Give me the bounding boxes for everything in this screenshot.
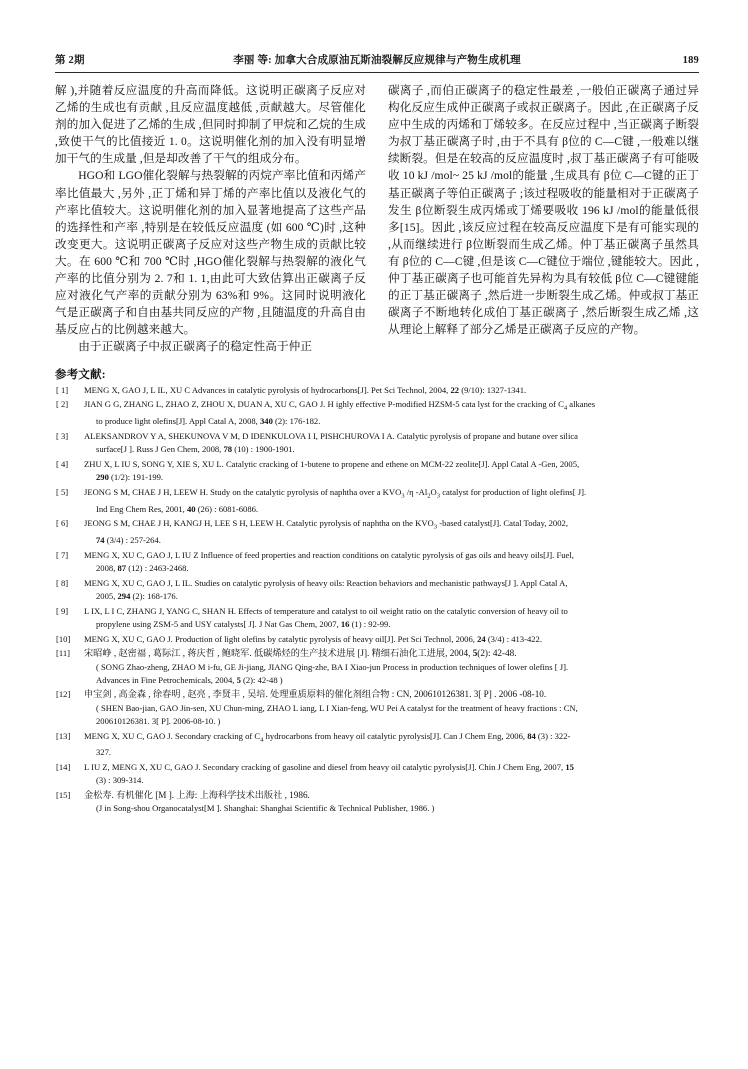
paragraph: 由于正碳离子中叔正碳离子的稳定性高于仲正	[78, 340, 313, 354]
reference-text: 金松寿. 有机催化 [M ]. 上海: 上海科学技术出版社 , 1986. (J in Song-shou Organocatalyst[M ]. Shanghai: Shanghai Scientific & Technical Publisher, 1986. )	[84, 790, 435, 814]
reference-number: [11]	[56, 648, 70, 659]
reference-entry	[55, 458, 699, 484]
two-column-body	[55, 82, 699, 356]
reference-entry	[55, 549, 699, 575]
reference-entry	[55, 430, 699, 456]
references-list	[55, 384, 699, 816]
reference-number: [ 2]	[56, 399, 69, 410]
right-column	[388, 82, 699, 356]
reference-text: 申宝剑 , 高金森 , 徐春明 , 赵亮 , 李贤丰 , 吴培. 处理重质原料的催化剂组合物 : CN, 200610126381. 3[ P] . 2006 -08-10. ( SHEN Bao-jian, GAO Jin-sen, XU Chun-ming, ZHAO L iang, L I Xian-feng, WU Pei A catalyst for the treatment of heavy fractions : CN, 200610126381. 3[ P]. 2006-08-10. )	[84, 689, 578, 726]
reference-text: MENG X, XU C, GAO J. Secondary cracking of $C_4$ hydrocarbons from heavy oil catalytic pyrolysis[J]. Can J Chem Eng, 2006, 84 (3) : 322- 327.	[84, 730, 571, 758]
reference-number: [10]	[56, 633, 71, 644]
running-header	[55, 52, 699, 70]
page-number: 189	[682, 55, 699, 66]
paragraph: 碳离子 ,而伯正碳离子的稳定性最差 ,一般伯正碳离子通过异构化反应生成仲正碳离子或叔正碳离子。因此 ,在正碳离子反应中生成的丙烯和丁烯较多。在反应过程中 ,当正碳离子断裂为叔丁基正碳离子时 ,由于不具有 β位的 C—C键 ,一般难以继续断裂。但是在较高的反应温度时 ,叔丁基正碳离子有可能吸收 10 kJ /mol~ 25 kJ /mol的能量 ,生成具有 β位 C—C键的正丁基正碳离子等伯正碳离子 ;该过程吸收的能量相对于正碳离子发生 β位断裂生成丙烯或丁烯要吸收 196 kJ /mol的能量低很多[15]。因此 ,该反应过程在较高反应温度下是有可能实现的 ,从而继续进行 β位断裂而生成乙烯。仲丁基正碳离子虽然具有 β位的 C—C键 ,但是该 C—C键位于端位 ,键能较大。因此 ,仲丁基正碳离子也可能首先异构为具有较低 β位 C—C键键能的正丁基正碳离子 ,然后进一步断裂生成乙烯。仲或叔丁基正碳离子不断地转化成伯丁基正碳离子 ,然后断裂生成乙烯 ,这从理论上解释了部分乙烯是正碳离子反应的产物。	[388, 84, 699, 337]
reference-text: MENG X, XU C, GAO J, L IL. Studies on catalytic pyrolysis of heavy oils: Reaction behaviors and mechanistic pathways[J ]. Appl Catal A, 2005, 294 (2): 168-176.	[84, 577, 568, 601]
reference-number: [13]	[56, 730, 71, 741]
reference-text: ZHU X, L IU S, SONG Y, XIE S, XU L. Catalytic cracking of 1-butene to propene and ethene on MCM-22 zeolite[J]. Appl Catal A -Gen, 2005, 290 (1/2): 191-199.	[84, 458, 580, 482]
left-column	[55, 82, 366, 356]
reference-entry	[55, 577, 699, 603]
reference-entry	[55, 486, 699, 516]
reference-text: 宋昭峥 , 赵密福 , 葛际江 , 蒋庆哲 , 鲍晓军. 低碳烯烃的生产技术进展 [J]. 精细石油化工进展, 2004, 5(2): 42-48. ( SONG Zhao-zheng, ZHAO M i-fu, GE Ji-jiang, JIANG Qing-zhe, BA I Xiao-jun Process in production techniques of lower olefins [ J]. Advances in Fine Petrochemicals, 2004, 5 (2): 42-48 )	[84, 648, 569, 685]
reference-text: L IX, L I C, ZHANG J, YANG C, SHAN H. Effects of temperature and catalyst to oil weight ratio on the catalytic conversion of heavy oil to propylene using ZSM-5 and USY catalysts[ J]. J Nat Gas Chem, 2007, 16 (1) : 92-99.	[84, 605, 568, 629]
reference-entry	[55, 761, 699, 787]
page-title: 李丽 等: 加拿大合成原油瓦斯油裂解反应规律与产物生成机理	[233, 55, 521, 66]
reference-entry	[55, 517, 699, 547]
reference-number: [14]	[56, 762, 71, 773]
paragraph: 解 ),并随着反应温度的升高而降低。这说明正碳离子反应对乙烯的生成也有贡献 ,且反应温度越低 ,贡献越大。尽管催化剂的加入促进了乙烯的生成 ,但同时抑制了甲烷和乙烷的生成 ,致使干气的比值接近 1. 0。这说明催化剂的加入没有明显增加干气的生成量 ,但是却改善了干气的组成分布。	[55, 84, 366, 166]
reference-number: [ 6]	[56, 518, 69, 529]
header-divider	[55, 72, 699, 73]
reference-entry	[55, 730, 699, 760]
reference-entry	[55, 633, 699, 646]
paragraph: HGO和 LGO催化裂解与热裂解的丙烷产率比值和丙烯产率比值最大 ,另外 ,正丁烯和异丁烯的产率比值以及液化气的产率比值较大。这说明催化剂的加入显著地提高了这些产品的选择性和产率 ,特别是在较低反应温度 (如 600 ℃)时 ,这种改变更大。这说明正碳离子反应对这些产物生成的贡献比较大。在 600 ℃和 700 ℃时 ,HGO催化裂解与热裂解的液化气产率的比值分别为 2. 7和 1. 1,由此可大致估算出正碳离子反应对液化气产率的贡献分别为 63%和 9%。这同时说明液化气是正碳离子和自由基共同反应的产物 ,且随温度的升高自由基反应占的比例越来越大。	[55, 169, 366, 337]
reference-number: [ 9]	[56, 605, 69, 616]
reference-entry	[55, 398, 699, 428]
reference-number: [ 3]	[56, 430, 69, 441]
reference-number: [ 1]	[56, 384, 69, 395]
reference-text: L IU Z, MENG X, XU C, GAO J. Secondary cracking of gasoline and diesel from heavy oil catalytic pyrolysis[J]. Chin J Chem Eng, 2007, 15 (3) : 309-314.	[84, 762, 574, 786]
reference-text: MENG X, XU C, GAO J. Production of light olefins by catalytic pyrolysis of heavy oil[J]. Pet Sci Technol, 2006, 24 (3/4) : 413-422.	[84, 633, 543, 644]
reference-entry	[55, 605, 699, 631]
reference-number: [12]	[56, 689, 71, 700]
page-content	[55, 52, 699, 817]
reference-text: ALEKSANDROV Y A, SHEKUNOVA V M, D IDENKULOVA I I, PISHCHUROVA I A. Catalytic pyrolysis of propane and butane over silica surface[J ]. Russ J Gen Chem, 2008, 78 (10) : 1900-1901.	[84, 430, 578, 455]
references-heading: 参考文献:	[55, 368, 106, 381]
reference-number: [ 4]	[56, 458, 69, 469]
reference-text: MENG X, XU C, GAO J, L IU Z Influence of feed properties and reaction conditions on catalytic pyrolysis of gas oils and heavy oils[J]. Fuel, 2008, 87 (12) : 2463-2468.	[84, 549, 574, 574]
reference-entry	[55, 789, 699, 815]
reference-text: JEONG S M, CHAE J H, LEEW H. Study on the catalytic pyrolysis of naphtha over a $KVO_3$ /η $-Al_2O_3$ catalyst for production of light olefins[ J]. Ind Eng Chem Res, 2001, 40 (26) : 6081-6086.	[84, 486, 587, 514]
reference-text: JIAN G G, ZHANG L, ZHAO Z, ZHOU X, DUAN A, XU C, GAO J. H ighly effective P-modified HZSM-5 cata lyst for the cracking of $C_4$ alkanes to produce light olefins[J]. Appl Catal A, 2008, 340 (2): 176-182.	[84, 399, 596, 427]
reference-text: JEONG S M, CHAE J H, KANGJ H, LEE S H, LEEW H. Catalytic pyrolysis of naphtha on the $KVO_3$ -based catalyst[J]. Catal Today, 2002, 74 (3/4) : 257-264.	[84, 518, 568, 546]
reference-text: MENG X, GAO J, L IL, XU C Advances in catalytic pyrolysis of hydrocarbons[J]. Pet Sci Technol, 2004, 22 (9/10): 1327-1341.	[84, 384, 527, 395]
reference-number: [ 8]	[56, 577, 69, 588]
reference-entry	[55, 647, 699, 687]
reference-entry	[55, 384, 699, 397]
reference-entry	[55, 688, 699, 728]
reference-number: [ 5]	[56, 486, 69, 497]
issue-label: 第 2期	[55, 55, 85, 66]
reference-number: [ 7]	[56, 549, 69, 560]
reference-number: [15]	[56, 790, 71, 801]
